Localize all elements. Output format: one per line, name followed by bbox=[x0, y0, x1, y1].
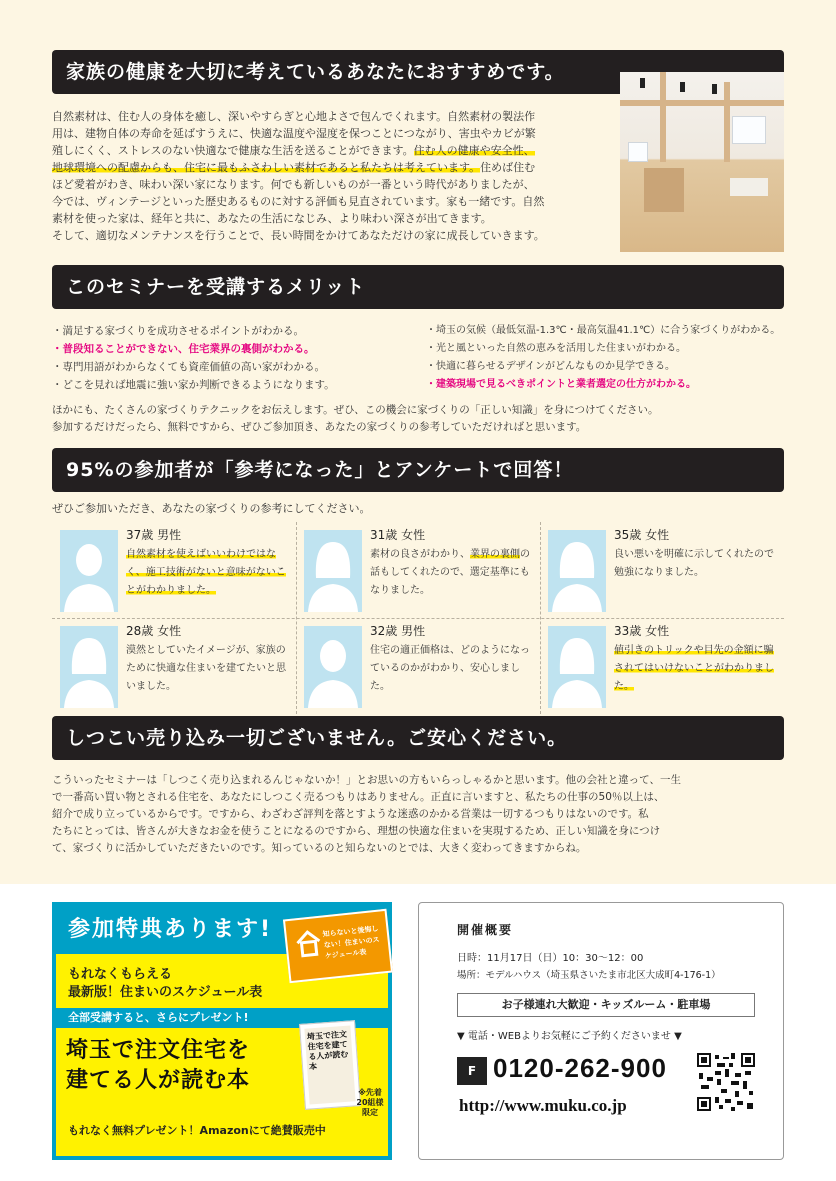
voice-comment: 漠然としていたイメージが、家族のために快適な住まいを建てたいと思いました。 bbox=[126, 645, 286, 692]
body-text: 殖しにくく、ストレスのない快適なで健康な生活を送ることができます。 bbox=[52, 144, 414, 157]
voice-name: 28歳 女性 bbox=[126, 624, 182, 638]
book-title-line: 建てる人が読む本 bbox=[66, 1068, 251, 1093]
merit-item: ・光と風といった自然の恵みを活用した住まいがわかる。 bbox=[426, 343, 686, 354]
merit-item: ・どこを見れば地震に強い家か判断できるようになります。 bbox=[52, 379, 335, 391]
merit-item: ・建築現場で見るべきポイントと業者選定の仕方がわかる。 bbox=[426, 379, 696, 390]
body-line bbox=[52, 142, 614, 159]
voice-comment: 値引きのトリックや目先の金額に騙されてはいけないことがわかりました。 bbox=[614, 645, 774, 692]
section4-body bbox=[52, 772, 792, 857]
bonus-gift-text bbox=[68, 966, 262, 1002]
bonus-line: 最新版！住まいのスケジュール表 bbox=[68, 985, 263, 1000]
body-line: そして、適切なメンテナンスを行うことで、長い時間をかけてあなただけの家に成長していきます。 bbox=[52, 229, 545, 242]
merit-item: ・満足する家づくりを成功させるポイントがわかる。 bbox=[52, 325, 304, 337]
event-date: 日時：11月17日（日）10：30～12：00 bbox=[457, 953, 644, 964]
merit-summary bbox=[52, 402, 792, 436]
body-line: 自然素材は、住む人の身体を癒し、深いやすらぎと心地よさで包んでくれます。自然素材の製法作 bbox=[52, 110, 536, 123]
bonus-bar: 全部受講すると、さらにプレゼント! bbox=[56, 1008, 388, 1028]
body-line: 用は、建物自体の寿命を延ばすうえに、快適な温度や湿度を保つことにつながり、害虫やカビが繁 bbox=[52, 127, 536, 140]
voice-card bbox=[296, 618, 540, 714]
voice-name: 35歳 女性 bbox=[614, 528, 670, 542]
section1-body bbox=[52, 108, 614, 244]
section-heading-merits: このセミナーを受講するメリット bbox=[52, 265, 784, 309]
merit-item: ・快適に暮らせるデザインがどんなものか見学できる。 bbox=[426, 361, 675, 372]
voice-comment: 良い悪いを明確に示してくれたので勉強になりました。 bbox=[614, 549, 774, 578]
qr-code-icon[interactable] bbox=[697, 1053, 755, 1111]
phone-number[interactable]: 0120-262-900 bbox=[493, 1053, 667, 1083]
event-info-box bbox=[418, 902, 784, 1160]
info-title: 開催概要 bbox=[457, 923, 514, 937]
merit-list-left bbox=[52, 322, 335, 394]
voice-name: 31歳 女性 bbox=[370, 528, 426, 542]
body-line: 参加するだけだったら、無料ですから、ぜひご参加頂き、あなたの家づくりの参考していただければと思います。 bbox=[52, 421, 587, 433]
amenities-box: お子様連れ大歓迎・キッズルーム・駐車場 bbox=[457, 993, 755, 1017]
highlight-text: 地球環境への配慮からも、住宅に最もふさわしい素材であると私たちは考えています。 bbox=[52, 161, 481, 174]
house-icon bbox=[294, 928, 323, 959]
voice-name: 33歳 女性 bbox=[614, 624, 670, 638]
bonus-line: もれなくもらえる bbox=[68, 967, 173, 982]
website-link[interactable]: http://www.muku.co.jp bbox=[459, 1096, 627, 1115]
voice-card bbox=[52, 618, 296, 714]
female-avatar-icon bbox=[548, 530, 606, 612]
bonus-box bbox=[52, 902, 392, 1160]
highlight-text: 住む人の健康や安全性、 bbox=[413, 144, 535, 157]
book-cover-title: 埼玉で注文住宅を建てる人が読む本 bbox=[306, 1029, 349, 1072]
voice-name: 37歳 男性 bbox=[126, 528, 182, 542]
schedule-booklet bbox=[283, 909, 393, 984]
voice-card bbox=[296, 522, 540, 618]
book-title-line: 埼玉で注文住宅を bbox=[66, 1038, 251, 1063]
body-line: ほかにも、たくさんの家づくりテクニックをお伝えします。ぜひ、この機会に家づくりの「正しい知識」を身につけてください。 bbox=[52, 404, 659, 416]
bonus-title: 参加特典あります! bbox=[56, 906, 388, 954]
interior-photo bbox=[620, 72, 784, 252]
body-line: ほど愛着がわき、味わい深い家になります。何でも新しいものが一番という時代がありましたが、 bbox=[52, 178, 535, 191]
survey-intro: ぜひご参加いただき、あなたの家づくりの参考にしてください。 bbox=[52, 502, 371, 515]
female-avatar-icon bbox=[304, 530, 362, 612]
bonus-footer: もれなく無料プレゼント！Amazonにて絶賛販売中 bbox=[68, 1124, 326, 1137]
body-line: で一番高い買い物とされる住宅を、あなたにしつこく売るつもりはありません。正直に言いますと、私たちの仕事の50％以上は、 bbox=[52, 791, 665, 803]
male-avatar-icon bbox=[304, 626, 362, 708]
limited-note: ※先着 20組様 限定 bbox=[356, 1088, 384, 1117]
merit-item: ・埼玉の気候（最低気温-1.3℃・最高気温41.1℃）に合う家づくりがわかる。 bbox=[426, 325, 781, 336]
reservation-note: ▼ 電話・WEBよりお気軽にご予約くださいませ ▼ bbox=[457, 1031, 682, 1042]
event-place: 場所：モデルハウス（埼玉県さいたま市北区大成町4-176-1） bbox=[457, 970, 721, 981]
voice-card bbox=[540, 618, 784, 714]
booklet-title: 知らないと後悔しない！住まいのスケジュール表 bbox=[322, 924, 380, 961]
male-avatar-icon bbox=[60, 530, 118, 612]
voice-comment: 素材の良さがわかり、業界の裏側の話もしてくれたので、選定基準にもなりました。 bbox=[370, 549, 530, 596]
body-line: たちにとっては、皆さんが大きなお金を使うことになるのですから、理想の快適な住まいを実現するため、正しい知識を身につけ bbox=[52, 825, 661, 837]
voice-comment: 住宅の適正価格は、どのようになっているのかがわかり、安心しました。 bbox=[370, 645, 530, 692]
section-heading-survey: 95%の参加者が「参考になった」とアンケートで回答！ bbox=[52, 448, 784, 492]
female-avatar-icon bbox=[60, 626, 118, 708]
free-dial-icon: F bbox=[457, 1057, 487, 1085]
body-line: 今では、ヴィンテージといった歴史あるものに対する評価も見直されています。家も一緒です。自然 bbox=[52, 195, 545, 208]
merit-list-right bbox=[426, 322, 780, 394]
body-line: 紹介で成り立っているからです。ですから、わざわざ評判を落とすような迷惑のかかる営業は一切するつもりはないのです。私 bbox=[52, 808, 649, 820]
voice-card bbox=[540, 522, 784, 618]
voice-comment: 自然素材を使えばいいわけではなく、施工技術がないと意味がないことがわかりました。 bbox=[126, 549, 286, 596]
merit-item: ・専門用語がわからなくても資産価値の高い家がわかる。 bbox=[52, 361, 325, 373]
body-line: て、家づくりに活かしていただきたいのです。知っているのと知らないのとでは、大きく変わってきますからね。 bbox=[52, 842, 587, 854]
merit-item: ・普段知ることができない、住宅業界の裏側がわかる。 bbox=[52, 343, 315, 355]
body-line: 素材を使った家は、経年と共に、あなたの生活になじみ、より味わい深さが出てきます。 bbox=[52, 212, 492, 225]
body-line: こういったセミナーは「しつこく売り込まれるんじゃないか！」とお思いの方もいらっしゃるかと思います。他の会社と違って、一生 bbox=[52, 774, 681, 786]
voice-grid bbox=[52, 522, 784, 714]
section-heading-health: 家族の健康を大切に考えているあなたにおすすめです。 bbox=[52, 50, 784, 94]
body-text: 住めば住む bbox=[480, 161, 536, 174]
female-avatar-icon bbox=[548, 626, 606, 708]
body-line bbox=[52, 159, 614, 176]
voice-card bbox=[52, 522, 296, 618]
section-heading-no-pressure: しつこい売り込み一切ございません。ご安心ください。 bbox=[52, 716, 784, 760]
voice-name: 32歳 男性 bbox=[370, 624, 426, 638]
book-title bbox=[66, 1036, 250, 1096]
